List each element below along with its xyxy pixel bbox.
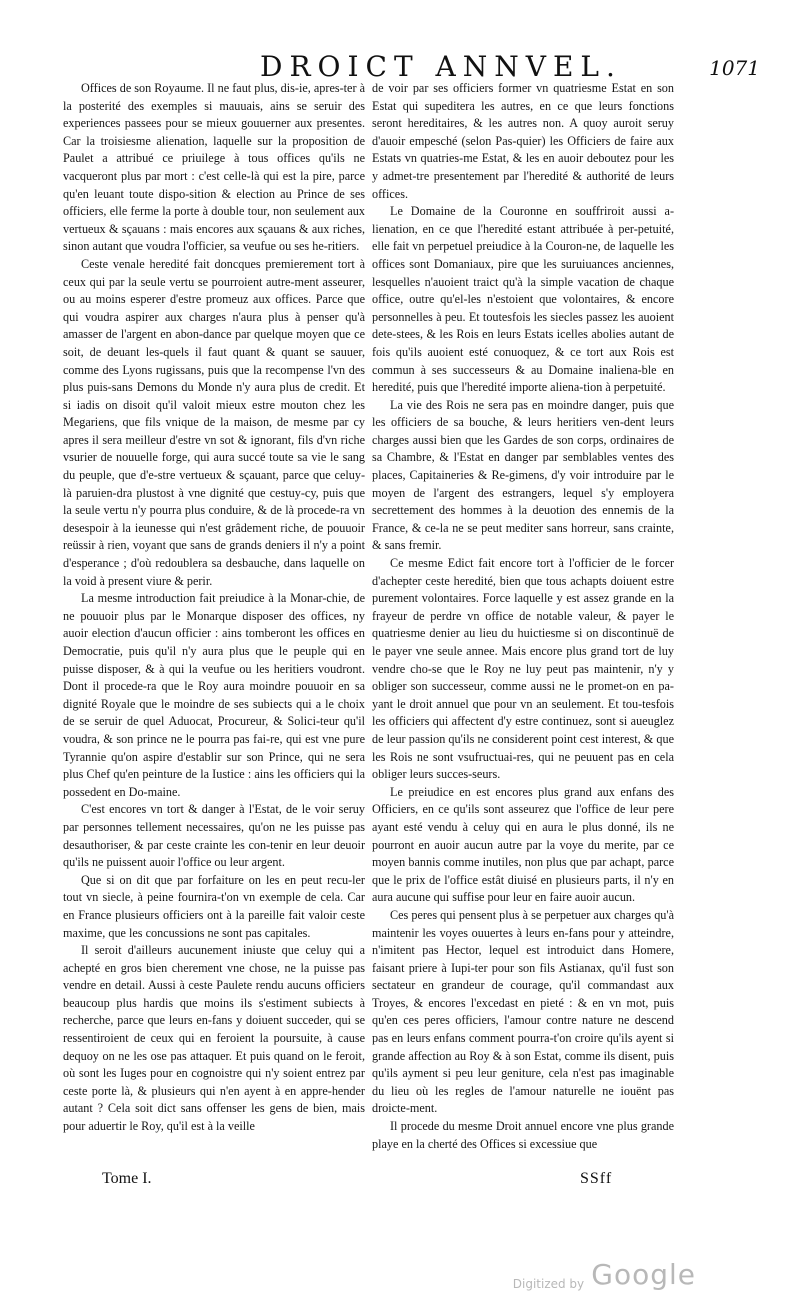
paragraph: Le Domaine de la Couronne en souffriroit aussi a-lienation, en ce que l'heredité estant attribuée à per-petuité, elle fait vn perpetuel preiudice à la Couron-ne, de laquelle les offices sont Domaniaux, pire que les suruiuances anciennes, lesquelles n'auoient traict qu'à la simple vacation de chaque office, outre qu'el-les n'estoient que volontaires, & encore personnelles à peu. Et toutesfois les siecles passez les auoient dete-stees, & les Rois en leurs Estats icelles abolies autant de fois qu'ils auoient esté conuoquez, & ce tort aux Rois est commun à ses successeurs & au Domaine inaliena-ble en heredité, puis que l'heredité importe aliena-tion à perpetuité.	[372, 204, 674, 395]
watermark-logo: Google	[591, 1258, 696, 1291]
left-text-column	[63, 80, 365, 1165]
paragraph: Il seroit d'ailleurs aucunement iniuste que celuy qui a achepté en gros bien cherement vne chose, ne la puisse pas vendre en detail. Aussi à ceste Paulete rendu aucuns officiers beaucoup plus hardis que moins ils s'estiment subiects à recherche, parce que leurs en-fans y doiuent succeder, qui se ressentiroient de ceux qui en feroient la poursuite, à cause dequoy on ne les ose pas attaquer. Et puis quand on le feroit, où sont les Iuges pour en cognoistre qui n'y soient entrez par ceste porte là, & plusieurs qui n'en ayent à en appre-hender autant ? Cela soit dict sans offenser les gens de bien, mais pour aduertir le Roy, qu'il est à la veille	[63, 943, 365, 1134]
paragraph: Offices de son Royaume. Il ne faut plus, dis-ie, apres-ter à la posterité des exemples si mauuais, ains se seruir des experiences passees pour se mieux gouuerner aux presentes. Car la troisiesme alienation, laquelle sur la proposition de Paulet a attribué ce priuilege à tous offices qu'ils ne vacqueront plus par mort : c'est celle-là qui est la pire, parce qu'en leuant toute dispo-sition & election au Prince de ses officiers, elle ferme la porte à double tour, non seulement aux vertueux & sçauans : mais encores aux sçauans & aux riches, sinon autant que voudra l'officier, sa veufue ou ses he-ritiers.	[63, 81, 365, 254]
paragraph: Ceste venale heredité fait doncques premierement tort à ceux qui par la seule vertu se pourroient autre-ment asseurer, ou au moins esperer d'estre promeuz aux offices. Parce que qui voudra aspirer aux charges n'aura plus à penser qu'à amasser de l'argent en abon-dance par quelque moyen que ce soit, de deuant les-quels il faut quant & quant se sauuer, comme des Lyons rugissans, puis que la recompense l'vn des plus puis-sans Demons du Monde n'y aura plus de credit. Et si iadis on disoit qu'il valoit mieux estre mouton chez les Megariens, que fils vnique de la maison, de mesme par cy apres il sera meilleur d'estre vn sot & ignorant, fils d'vn riche vsurier de nouuelle forge, qui aura succé toute sa vie le sang du peuple, que d'e-stre vertueux & sçauant, parce que celuy-là paruien-dra plustost à vne dignité que cestuy-cy, puis que la seule vertu n'y pourra plus conduire, & de là procede-ra vn desespoir à la ieunesse qui n'est grâdement riche, de pouuoir reüssir à rien, voyant que sans de grands deniers il n'y a point d'esperance ; d'où redoublera sa desbauche, dans laquelle on la void à present viure & perir.	[63, 256, 365, 588]
volume-label: Tome I.	[102, 1170, 152, 1187]
paragraph: Que si on dit que par forfaiture on les en peut recu-ler tout vn siecle, à peine fournira-t'on vn exemple de cela. Car en France plusieurs officiers ont à la pareille fait valoir ceste maxime, que les concussions ne sont pas capitales.	[63, 872, 365, 940]
running-title: DROICT ANNVEL.	[260, 50, 622, 83]
paragraph: La vie des Rois ne sera pas en moindre danger, puis que les officiers de sa bouche, & leurs heritiers ven-dent leurs charges aussi bien que les Gardes de son corps, ordinaires de sa Chambre, & l'Estat en danger par semblables ventes des places, Capitaineries & Re-gimens, d'y voir introduire par le moyen de l'argent des estrangers, lequel s'y employera secrettement des hommes à la deuotion des ennemis de la France, & ce-la ne se peut mediter sans horreur, sans crainte, & sans fremir.	[372, 397, 674, 553]
right-text-column	[372, 80, 674, 1165]
paragraph: Ce mesme Edict fait encore tort à l'officier de le forcer d'achepter ceste heredité, bien que tous achapts doiuent estre purement volontaires. Force laquelle y est assez grande en la frayeur de perdre vn office de notable valeur, & payer le quatriesme denier au lieu du huictiesme si on discontinuë de le payer vne seule annee. Mais encore plus grand tort de luy vendre cho-se que le Roy ne luy peut pas maintenir, n'y y obliger son successeur, comme aussi ne le promet-on en pa-yant le droit annuel que pour vn an seulement. Et tou-tesfois les officiers qui affectent d'y estre continuez, sont si aueuglez de leur passion qu'ils ne considerent point cest interest, & que les Rois ne sont vsufructuai-res, qui ne peuuent pas en cela obliger leurs succes-seurs.	[372, 556, 674, 782]
paragraph: Ces peres qui pensent plus à se perpetuer aux charges qu'à maintenir les voyes ouuertes à leurs en-fans pour y atteindre, n'imitent pas Hector, lequel est introduict dans Homere, faisant priere à Iupi-ter pour son fils Astianax, qu'il fust son sectateur en grandeur de courage, qu'il commandast aux Troyes, & encores l'excedast en pieté : & en vn mot, puis qu'en ces peres officiers, l'amour contre nature ne descend pas en leurs enfans comment pourra-t'on croire qu'ils ayent si grande affection au Roy & à son Estat, comme ils disent, puis qu'ils ayment si peu leur geniture, cela n'est pas imaginable du lieu où les regles de l'amour naturelle ne iouënt pas droicte-ment.	[372, 907, 674, 1116]
digitized-watermark	[513, 1258, 696, 1291]
watermark-prefix: Digitized by	[512, 1277, 585, 1291]
signature-mark: SSff	[580, 1170, 613, 1187]
paragraph: La mesme introduction fait preiudice à la Monar-chie, de ne pouuoir plus par le Monarque disposer des offices, ny auoir election d'aucun officier : ains tomberont les offices en Democratie, puis qu'il n'y aura plus que le peuple qui en puisse disposer, & à qui la veufue ou les heritiers voudront. Dont il procede-ra que le Roy aura moindre pouuoir en sa dignité Royale que le moindre de ses subiects qui a le choix de se seruir de quel Aduocat, Procureur, & Solici-teur qu'il voudra, & son prince ne le pourra pas fai-re, qui est vne pure Tyrannie qu'on aspire d'establir sur son Prince, qui ne sera plus Chef qu'en peinture de la Iustice : ains les officiers qui la possedent en Do-maine.	[63, 591, 365, 799]
paragraph: C'est encores vn tort & danger à l'Estat, de le voir seruy par personnes tellement necessaires, qu'on ne les puisse pas desauthoriser, & par ceste crainte les con-tenir en leur deuoir qu'ils ne puissent auoir l'office ou leur argent.	[63, 802, 365, 870]
page-number: 1071	[709, 56, 760, 80]
paragraph: Le preiudice en est encores plus grand aux enfans des Officiers, en ce qu'ils sont asseurez que l'office de leur pere ayant esté vendu à celuy qui en aura le plus donné, ils ne pourront en auoir aucun autre par la voye du merite, par ce moyen bannis comme inutiles, non plus que par achapt, parce que le prix de l'office estât diuisé en plusieurs parts, il n'y en aura aucune qui suffise pour leur en faire auoir aucun.	[372, 784, 674, 905]
paragraph: Il procede du mesme Droit annuel encore vne plus grande playe en la cherté des Offices si excessiue que	[372, 1119, 674, 1151]
paragraph: de voir par ses officiers former vn quatriesme Estat en son Estat qui supeditera les autres, en ce que leurs fonctions seront hereditaires, & les autres non. A quoy auroit seruy d'auoir empesché (selon Pas-quier) les Officiers de faire aux Estats vn quatries-me Estat, & les en auoir deboutez pour les y admet-tre presentement par l'heredité & authorité de leurs offices.	[372, 81, 674, 201]
